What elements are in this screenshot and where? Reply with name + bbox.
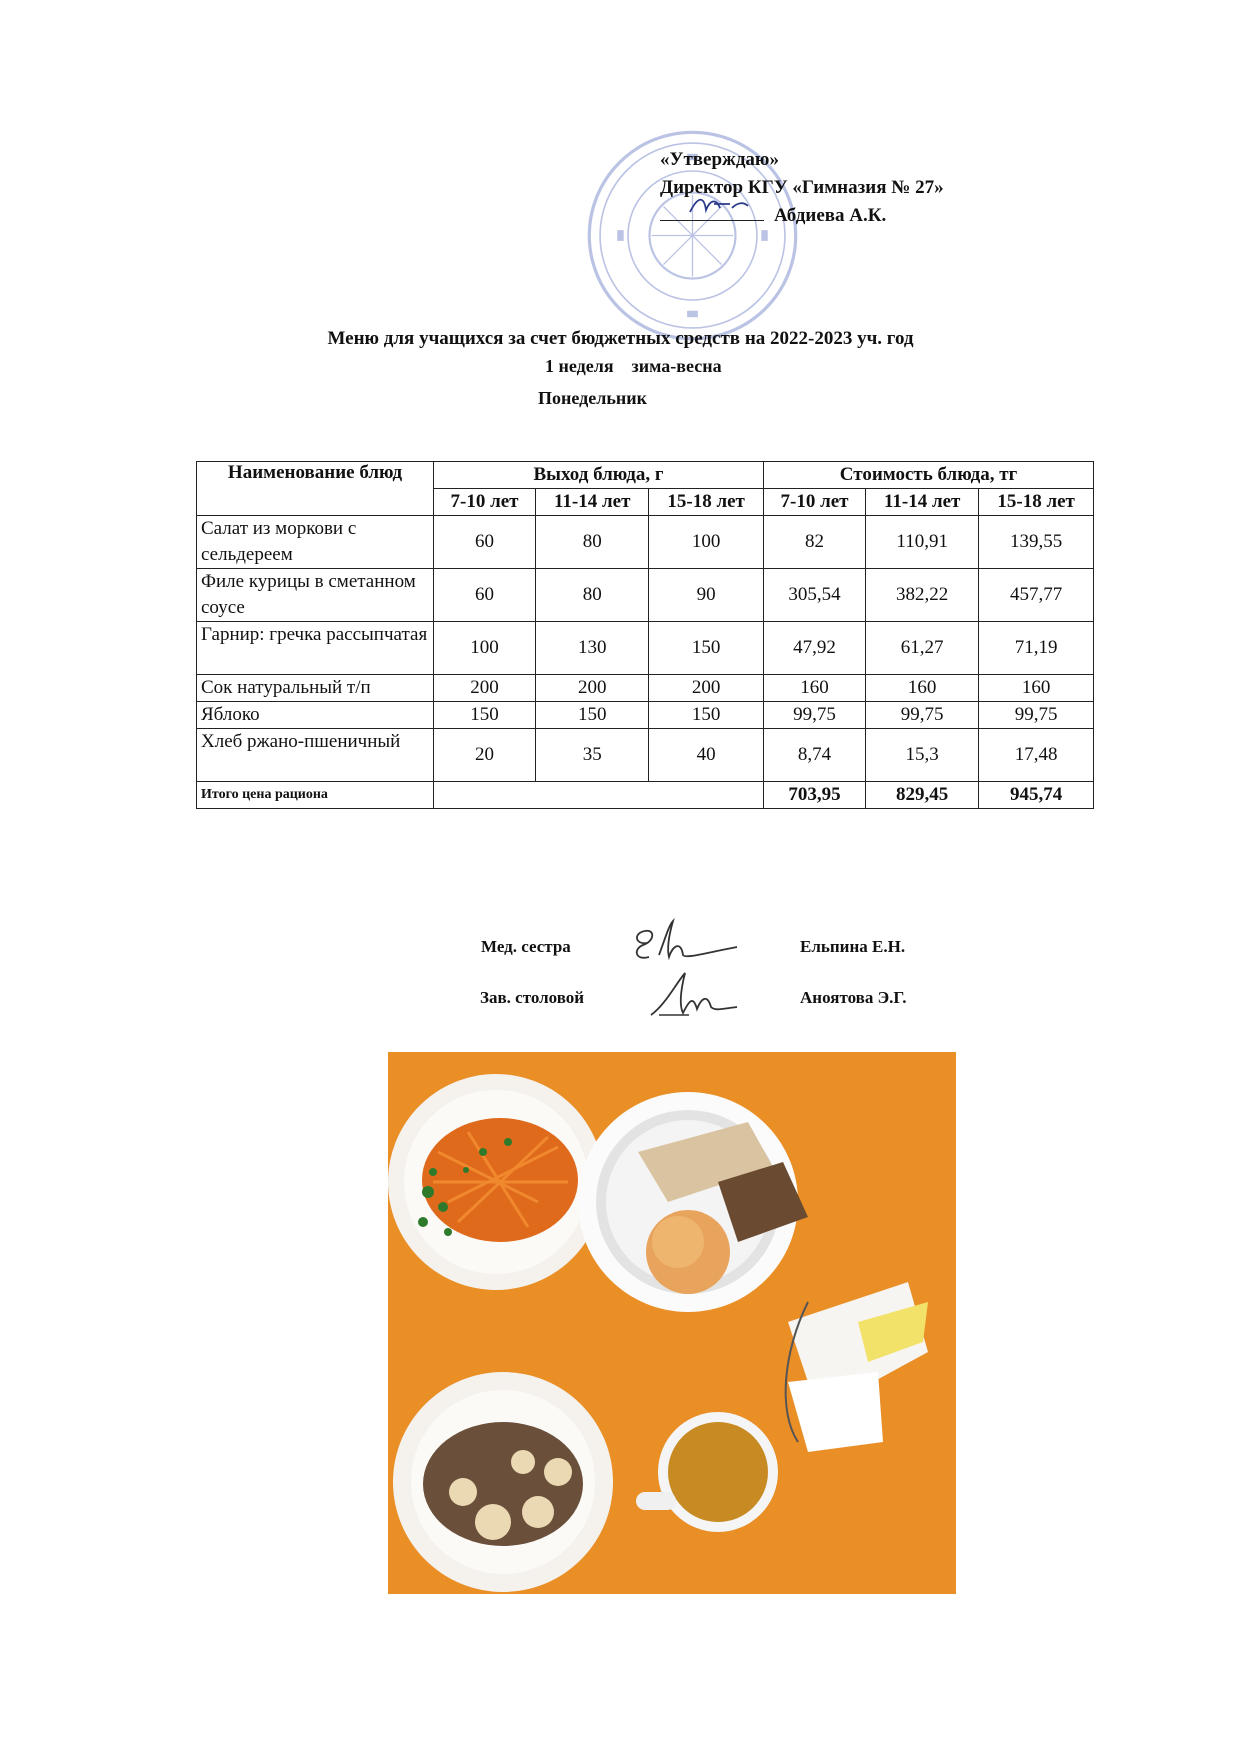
dish-name: Гарнир: гречка рассыпчатая [197, 622, 434, 675]
age-header: 15-18 лет [649, 489, 764, 516]
total-cell: 703,95 [763, 782, 865, 809]
menu-subtitle: 1 неделя зима-весна [545, 356, 722, 376]
cell: 150 [649, 702, 764, 729]
cost-group-header: Стоимость блюда, тг [763, 462, 1093, 489]
table-row [197, 622, 1094, 675]
approval-director: Директор КГУ «Гимназия № 27» [660, 177, 944, 198]
cell: 100 [649, 516, 764, 569]
cell: 35 [536, 729, 649, 782]
yield-group-header: Выход блюда, г [434, 462, 764, 489]
cell: 150 [434, 702, 536, 729]
cell: 90 [649, 569, 764, 622]
dish-name: Филе курицы в сметанном соусе [197, 569, 434, 622]
cell: 160 [866, 675, 979, 702]
canteen-role: Зав. столовой [480, 988, 585, 1007]
age-header: 11-14 лет [866, 489, 979, 516]
cell: 47,92 [763, 622, 865, 675]
nurse-signature [625, 915, 745, 970]
canteen-signature [645, 965, 755, 1025]
age-header: 7-10 лет [763, 489, 865, 516]
table-row [197, 729, 1094, 782]
cell: 160 [979, 675, 1094, 702]
cell: 200 [536, 675, 649, 702]
table-row [197, 702, 1094, 729]
nurse-role: Мед. сестра [481, 937, 571, 956]
approval-heading: «Утверждаю» [660, 149, 779, 170]
cell: 8,74 [763, 729, 865, 782]
cell: 130 [536, 622, 649, 675]
cell: 15,3 [866, 729, 979, 782]
cell: 99,75 [763, 702, 865, 729]
age-header: 7-10 лет [434, 489, 536, 516]
total-row [197, 782, 1094, 809]
cell: 150 [536, 702, 649, 729]
cell: 160 [763, 675, 865, 702]
director-name: Абдиева А.К. [774, 205, 887, 226]
cell: 80 [536, 516, 649, 569]
table-row [197, 569, 1094, 622]
meal-photo [388, 1052, 956, 1594]
cell: 71,19 [979, 622, 1094, 675]
cell: 82 [763, 516, 865, 569]
table-row [197, 675, 1094, 702]
cell: 305,54 [763, 569, 865, 622]
total-cell: 829,45 [866, 782, 979, 809]
cell: 200 [649, 675, 764, 702]
cell: 457,77 [979, 569, 1094, 622]
col-name-header: Наименование блюд [197, 462, 434, 516]
canteen-name: Аноятова Э.Г. [800, 988, 907, 1007]
cell: 139,55 [979, 516, 1094, 569]
cell: 99,75 [979, 702, 1094, 729]
cell: 17,48 [979, 729, 1094, 782]
nurse-name: Ельпина Е.Н. [800, 937, 906, 956]
dish-name: Сок натуральный т/п [197, 675, 434, 702]
dish-name: Хлеб ржано-пшеничный [197, 729, 434, 782]
cell: 110,91 [866, 516, 979, 569]
age-header: 15-18 лет [979, 489, 1094, 516]
cell: 20 [434, 729, 536, 782]
total-empty-cell [434, 782, 764, 809]
salad-plate [388, 1074, 604, 1290]
total-label: Итого цена рациона [197, 782, 434, 809]
cell: 80 [536, 569, 649, 622]
buckwheat-plate [393, 1372, 613, 1592]
cell: 150 [649, 622, 764, 675]
approval-block [660, 146, 944, 230]
dish-name: Салат из моркови с сельдереем [197, 516, 434, 569]
table-row [197, 516, 1094, 569]
menu-title: Меню для учащихся за счет бюджетных средств на 2022-2023 уч. год [327, 328, 914, 349]
cell: 99,75 [866, 702, 979, 729]
cell: 40 [649, 729, 764, 782]
cell: 60 [434, 516, 536, 569]
menu-table [196, 461, 1094, 809]
cell: 60 [434, 569, 536, 622]
age-header: 11-14 лет [536, 489, 649, 516]
total-cell: 945,74 [979, 782, 1094, 809]
menu-day: Понедельник [538, 388, 647, 408]
cell: 382,22 [866, 569, 979, 622]
cell: 100 [434, 622, 536, 675]
director-signature [660, 202, 764, 221]
dish-name: Яблоко [197, 702, 434, 729]
cell: 61,27 [866, 622, 979, 675]
cell: 200 [434, 675, 536, 702]
